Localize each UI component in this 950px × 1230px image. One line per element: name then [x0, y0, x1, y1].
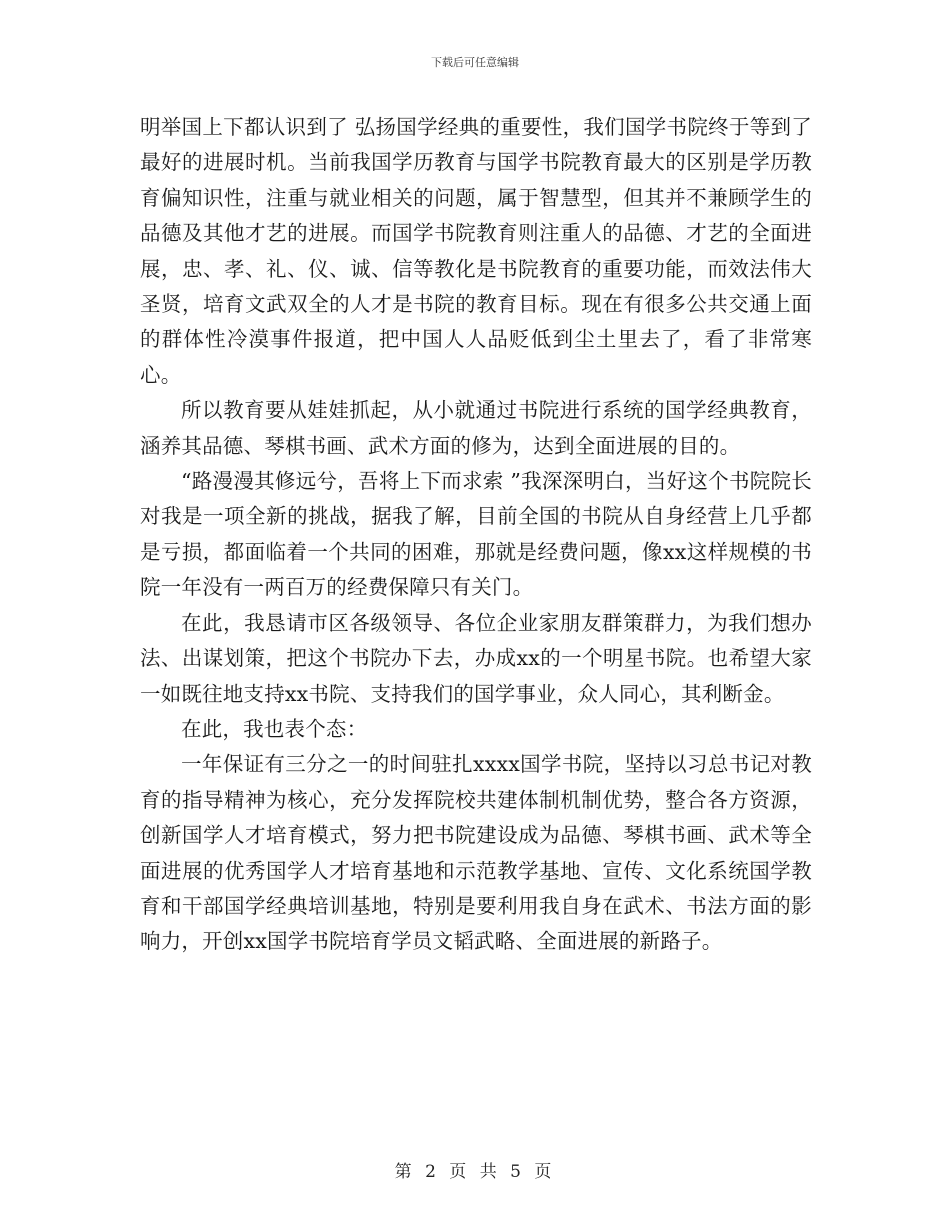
document-body: [140, 110, 812, 960]
paragraph-4: 在此，我恳请市区各级领导、各位企业家朋友群策群力，为我们想办法、出谋划策，把这个书院办下去，办成xx的一个明星书院。也希望大家一如既往地支持xx书院、支持我们的国学事业，众人同心，其利断金。: [140, 610, 812, 706]
page-number: 第 2 页 共 5 页: [394, 1162, 556, 1182]
page-header-note: 下载后可任意编辑: [431, 56, 519, 69]
paragraph-3: “路漫漫其修远兮，吾将上下而求索 ”我深深明白，当好这个书院院长对我是一项全新的挑战，据我了解，目前全国的书院从自身经营上几乎都是亏损，都面临着一个共同的困难，那就是经费问题，像xx这样规模的书院一年没有一两百万的经费保障只有关门。: [140, 469, 812, 600]
paragraph-2: 所以教育要从娃娃抓起，从小就通过书院进行系统的国学经典教育，涵养其品德、琴棋书画、武术方面的修为，达到全面进展的目的。: [140, 398, 812, 458]
paragraph-1: 明举国上下都认识到了 弘扬国学经典的重要性，我们国学书院终于等到了最好的进展时机。当前我国学历教育与国学书院教育最大的区别是学历教育偏知识性，注重与就业相关的问题，属于智慧型，但其并不兼顾学生的品德及其他才艺的进展。而国学书院教育则注重人的品德、才艺的全面进展，忠、孝、礼、仪、诚、信等教化是书院教育的重要功能，而效法伟大圣贤，培育文武双全的人才是书院的教育目标。现在有很多公共交通上面的群体性冷漠事件报道，把中国人人品贬低到尘土里去了，看了非常寒心。: [140, 115, 812, 387]
paragraph-5: 在此，我也表个态：: [181, 716, 368, 741]
paragraph-6: 一年保证有三分之一的时间驻扎xxxx国学书院，坚持以习总书记对教育的指导精神为核心，充分发挥院校共建体制机制优势，整合各方资源，创新国学人才培育模式，努力把书院建设成为品德、琴棋书画、武术等全面进展的优秀国学人才培育基地和示范教学基地、宣传、文化系统国学教育和干部国学经典培训基地，特别是要利用我自身在武术、书法方面的影响力，开创xx国学书院培育学员文韬武略、全面进展的新路子。: [140, 752, 812, 954]
